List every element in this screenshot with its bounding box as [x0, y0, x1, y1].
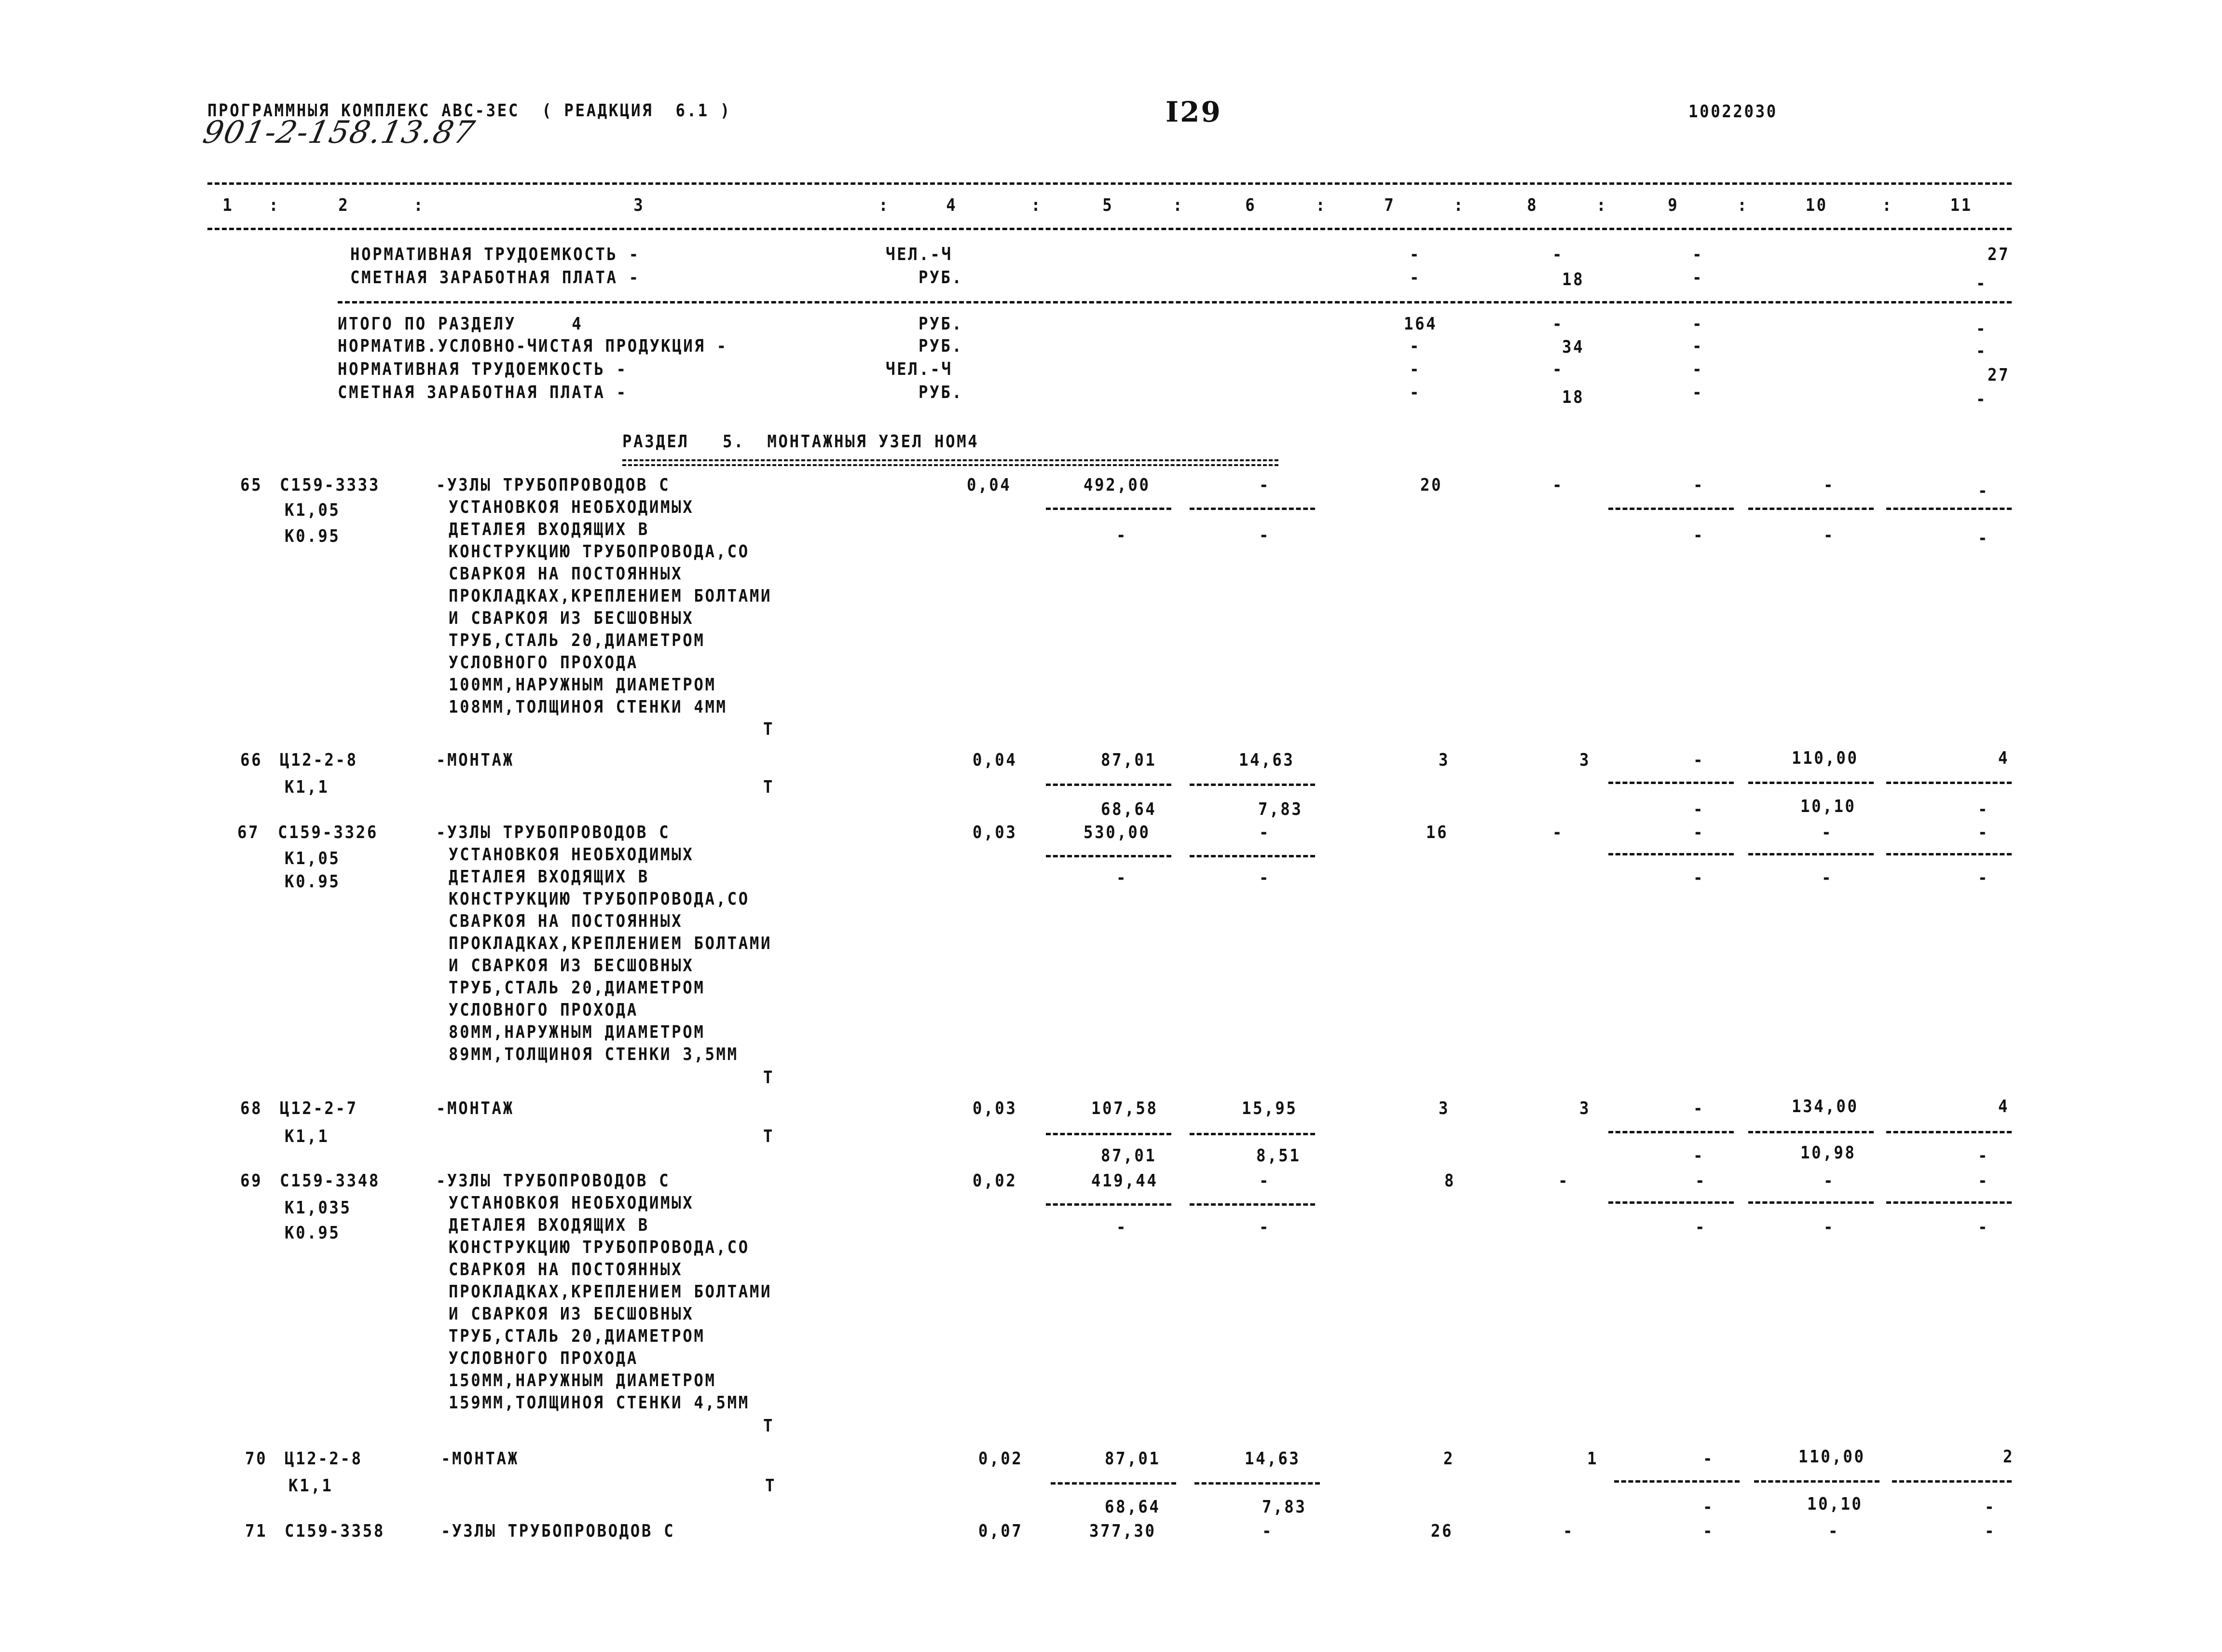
- entry-subrule: [1190, 1133, 1315, 1135]
- entry-subrule: [1614, 1480, 1740, 1483]
- entry-code: Ц12-2-7: [280, 1099, 358, 1118]
- col-head-sep: :: [413, 195, 425, 215]
- entry-number: 66: [240, 750, 263, 770]
- entry-c8: -: [1558, 1171, 1570, 1191]
- entry-subrule: [1190, 1203, 1315, 1206]
- entry-subrule: [1046, 855, 1171, 857]
- entry-coefficient: К1,05: [285, 500, 341, 520]
- section-total-c11: -: [1976, 341, 1988, 361]
- total-c11: -: [1976, 274, 1988, 293]
- entry-c5b: 87,01: [1101, 1146, 1157, 1166]
- entry-c9: -: [1693, 823, 1705, 842]
- entry-c10: 134,00: [1792, 1097, 1859, 1116]
- entry-subrule: [1608, 1131, 1734, 1133]
- section-total-c11: -: [1976, 389, 1988, 409]
- entry-subrule: [1748, 1201, 1874, 1204]
- col-head-10: 10: [1805, 195, 1828, 215]
- entry-description-line: УСТАНОВКОЯ НЕОБХОДИМЫХ: [449, 845, 694, 865]
- entry-c10b: -: [1824, 525, 1835, 545]
- total-c11: 27: [1988, 245, 2010, 264]
- entry-c6: -: [1259, 1171, 1271, 1191]
- entry-description-line: И СВАРКОЯ ИЗ БЕСШОВНЫХ: [449, 608, 694, 628]
- entry-c10b: 10,10: [1800, 797, 1856, 816]
- entry-c10b: -: [1822, 868, 1833, 888]
- entry-c6b: -: [1259, 868, 1271, 888]
- entry-code: Ц12-2-8: [285, 1449, 363, 1469]
- entry-c11: 4: [1998, 1097, 2010, 1116]
- program-header: ПРОГРАММНЫЯ КОМПЛЕКС АВС-ЗЕС ( РЕАДКЦИЯ 6.1 ): [207, 101, 732, 121]
- entry-number: 67: [237, 823, 260, 842]
- entry-c8: 3: [1579, 1099, 1591, 1118]
- entry-description-line: 100ММ,НАРУЖНЫМ ДИАМЕТРОМ: [449, 675, 716, 695]
- entry-c4: 0,02: [978, 1449, 1023, 1469]
- entry-description-line: -МОНТАЖ: [436, 750, 514, 770]
- entry-c9b: -: [1693, 1146, 1705, 1166]
- section-total-c11: 27: [1988, 365, 2010, 385]
- section-total-c7: -: [1410, 336, 1421, 356]
- entry-description-line: 108ММ,ТОЛЩИНОЯ СТЕНКИ 4ММ: [449, 697, 727, 717]
- entry-number: 68: [240, 1099, 263, 1118]
- col-head-sep: :: [878, 195, 890, 215]
- col-head-6: 6: [1245, 195, 1257, 215]
- entry-description-line: УСЛОВНОГО ПРОХОДА: [449, 1000, 638, 1020]
- entry-c5: 419,44: [1091, 1171, 1158, 1191]
- entry-c11b: -: [1978, 799, 1989, 819]
- col-head-sep: :: [1031, 195, 1042, 215]
- entry-subrule: [1046, 1203, 1171, 1206]
- entry-c9b: -: [1703, 1497, 1715, 1517]
- entry-coefficient: К1,035: [285, 1198, 352, 1218]
- col-head-8: 8: [1527, 195, 1538, 215]
- entry-description-line: СВАРКОЯ НА ПОСТОЯННЫХ: [449, 1260, 683, 1280]
- entry-unit-marker: Т: [763, 1068, 775, 1088]
- entry-coefficient: К1,1: [285, 777, 329, 797]
- entry-coefficient: К1,1: [288, 1476, 333, 1496]
- entry-c5: 492,00: [1084, 475, 1151, 495]
- col-head-3: 3: [633, 195, 645, 215]
- entry-c9b: -: [1695, 1217, 1707, 1237]
- entry-c9: -: [1703, 1521, 1715, 1541]
- section-total-label: СМЕТНАЯ ЗАРАБОТНАЯ ПЛАТА -: [338, 383, 628, 402]
- entry-description-line: ТРУБ,СТАЛЬ 20,ДИАМЕТРОМ: [449, 1326, 705, 1346]
- entry-c6b: 7,83: [1258, 799, 1303, 819]
- entry-c6b: -: [1259, 525, 1271, 545]
- total-label: НОРМАТИВНАЯ ТРУДОЕМКОСТЬ -: [350, 245, 640, 264]
- entry-code: С159-3358: [285, 1521, 385, 1541]
- entry-subrule: [1886, 853, 2012, 855]
- col-head-5: 5: [1102, 195, 1114, 215]
- entry-description-line: -УЗЛЫ ТРУБОПРОВОДОВ С: [436, 475, 671, 495]
- entry-subrule: [1608, 508, 1734, 510]
- section-total-unit: РУБ.: [919, 314, 963, 334]
- entry-subrule: [1608, 782, 1734, 784]
- entry-c11: -: [1978, 823, 1989, 842]
- section-total-c7: 164: [1404, 314, 1438, 334]
- entry-c6b: 8,51: [1256, 1146, 1301, 1166]
- total-unit: РУБ.: [919, 268, 963, 288]
- entry-description-line: СВАРКОЯ НА ПОСТОЯННЫХ: [449, 564, 683, 584]
- entry-c4: 0,04: [973, 750, 1017, 770]
- section-total-c11: -: [1976, 319, 1988, 339]
- entry-c10b: -: [1824, 1217, 1835, 1237]
- entry-c10: -: [1822, 823, 1833, 842]
- total-c8: -: [1552, 245, 1564, 264]
- entry-c10: -: [1828, 1521, 1840, 1541]
- entry-c10b: 10,10: [1807, 1494, 1863, 1514]
- entry-c11: -: [1985, 1521, 1996, 1541]
- total-label: СМЕТНАЯ ЗАРАБОТНАЯ ПЛАТА -: [350, 268, 640, 288]
- section-total-c8: -: [1552, 314, 1564, 334]
- entry-unit-marker: Т: [763, 1416, 775, 1436]
- entry-c8: 1: [1587, 1449, 1599, 1469]
- entry-subrule: [1051, 1482, 1176, 1485]
- entry-c11: 2: [2003, 1447, 2015, 1467]
- col-head-7: 7: [1384, 195, 1396, 215]
- entry-subrule: [1046, 1133, 1171, 1135]
- entry-subrule: [1608, 853, 1734, 855]
- entry-c5b: 68,64: [1105, 1497, 1161, 1517]
- entry-c11b: -: [1978, 868, 1989, 888]
- entry-number: 71: [245, 1521, 268, 1541]
- entry-subrule: [1892, 1480, 2012, 1483]
- entry-number: 65: [240, 475, 263, 495]
- total-c9: -: [1692, 268, 1704, 288]
- col-head-sep: :: [269, 195, 280, 215]
- entry-c7: 2: [1443, 1449, 1455, 1469]
- entry-c8: -: [1552, 475, 1564, 495]
- entry-description-line: УСТАНОВКОЯ НЕОБХОДИМЫХ: [449, 1193, 694, 1213]
- entry-subrule: [1748, 1131, 1874, 1133]
- total-c9: -: [1692, 245, 1704, 264]
- entry-c8: -: [1552, 823, 1564, 842]
- entry-c9: -: [1703, 1449, 1715, 1469]
- section-total-label: НОРМАТИВ.УСЛОВНО-ЧИСТАЯ ПРОДУКЦИЯ -: [338, 336, 728, 356]
- entry-code: С159-3333: [280, 475, 380, 495]
- entry-subrule: [1046, 508, 1171, 510]
- entry-coefficient: К0.95: [285, 1223, 341, 1243]
- entry-c4: 0,04: [967, 475, 1012, 495]
- entry-description-line: -УЗЛЫ ТРУБОПРОВОДОВ С: [441, 1521, 675, 1541]
- entry-description-line: ПРОКЛАДКАХ,КРЕПЛЕНИЕМ БОЛТАМИ: [449, 1282, 772, 1302]
- entry-c9: -: [1695, 1171, 1707, 1191]
- entry-c5: 377,30: [1089, 1521, 1156, 1541]
- entry-c8: 3: [1579, 750, 1591, 770]
- entry-c10: 110,00: [1792, 748, 1859, 768]
- entry-description-line: ДЕТАЛЕЯ ВХОДЯЩИХ В: [449, 1215, 649, 1235]
- entry-c11b: -: [1985, 1497, 1996, 1517]
- entry-c11b: -: [1978, 1217, 1989, 1237]
- entry-c5b: 68,64: [1101, 799, 1157, 819]
- entry-c7: 16: [1426, 823, 1449, 842]
- entry-c6: 14,63: [1245, 1449, 1301, 1469]
- col-head-sep: :: [1173, 195, 1184, 215]
- entry-c4: 0,07: [978, 1521, 1023, 1541]
- entry-c5: 87,01: [1105, 1449, 1161, 1469]
- entry-c11b: -: [1978, 1146, 1989, 1166]
- entry-coefficient: К1,1: [285, 1127, 329, 1146]
- entry-description-line: И СВАРКОЯ ИЗ БЕСШОВНЫХ: [449, 956, 694, 976]
- entry-code: Ц12-2-8: [280, 750, 358, 770]
- entry-c10b: 10,98: [1800, 1143, 1856, 1163]
- entry-c5b: -: [1116, 868, 1128, 888]
- entry-subrule: [1190, 784, 1315, 786]
- section-total-label: НОРМАТИВНАЯ ТРУДОЕМКОСТЬ -: [338, 359, 628, 379]
- entry-c9: -: [1693, 475, 1705, 495]
- entry-c11: -: [1978, 1171, 1989, 1191]
- entry-description-line: ДЕТАЛЕЯ ВХОДЯЩИХ В: [449, 520, 649, 539]
- entry-description-line: ДЕТАЛЕЯ ВХОДЯЩИХ В: [449, 867, 649, 887]
- entry-description-line: 159ММ,ТОЛЩИНОЯ СТЕНКИ 4,5ММ: [449, 1393, 750, 1413]
- entry-subrule: [1748, 853, 1874, 855]
- section-title-underline: [622, 459, 1278, 461]
- col-head-2: 2: [338, 195, 350, 215]
- entry-description-line: ТРУБ,СТАЛЬ 20,ДИАМЕТРОМ: [449, 978, 705, 998]
- entry-c11b: -: [1978, 528, 1989, 548]
- entry-c7: 3: [1439, 1099, 1450, 1118]
- total-c8: 18: [1562, 270, 1585, 289]
- entry-c9b: -: [1693, 799, 1705, 819]
- entry-subrule: [1190, 855, 1315, 857]
- entry-c6: 14,63: [1239, 750, 1295, 770]
- entry-subrule: [1886, 508, 2012, 510]
- handwritten-doc-number: 901-2-158.13.87: [200, 115, 479, 151]
- section-total-c7: -: [1410, 383, 1421, 402]
- entry-description-line: УСЛОВНОГО ПРОХОДА: [449, 653, 638, 673]
- entry-coefficient: К1,05: [285, 849, 341, 868]
- entry-subrule: [1046, 784, 1171, 786]
- section-title: РАЗДЕЛ 5. МОНТАЖНЫЯ УЗЕЛ НОМ4: [622, 432, 979, 452]
- col-head-1: 1: [222, 195, 234, 215]
- section-total-label: ИТОГО ПО РАЗДЕЛУ 4: [338, 314, 583, 334]
- section-total-unit: ЧЕЛ.-Ч: [886, 359, 953, 379]
- header-rule-bottom: [207, 228, 2012, 230]
- entry-unit-marker: Т: [763, 1127, 775, 1146]
- entry-coefficient: К0.95: [285, 526, 341, 546]
- entry-subrule: [1754, 1480, 1879, 1483]
- entry-c7: 8: [1444, 1171, 1456, 1191]
- entry-description-line: 89ММ,ТОЛЩИНОЯ СТЕНКИ 3,5ММ: [449, 1045, 739, 1064]
- entry-number: 69: [240, 1171, 263, 1191]
- entry-description-line: КОНСТРУКЦИЮ ТРУБОПРОВОДА,СО: [449, 1238, 750, 1257]
- header-rule-top: [207, 182, 2012, 185]
- entry-c9b: -: [1693, 525, 1705, 545]
- entry-c6: 15,95: [1242, 1099, 1298, 1118]
- entry-c4: 0,02: [973, 1171, 1017, 1191]
- entry-description-line: УСЛОВНОГО ПРОХОДА: [449, 1349, 638, 1368]
- entry-c6b: 7,83: [1262, 1497, 1307, 1517]
- page-number: I29: [1166, 96, 1222, 128]
- entry-c6b: -: [1259, 1217, 1271, 1237]
- section-title-underline: [622, 464, 1278, 466]
- entry-subrule: [1886, 1201, 2012, 1204]
- doc-code: 10022030: [1688, 102, 1778, 122]
- entry-subrule: [1194, 1482, 1320, 1485]
- entry-description-line: -МОНТАЖ: [441, 1449, 519, 1469]
- entry-c7: 3: [1439, 750, 1450, 770]
- entry-c10: -: [1824, 1171, 1835, 1191]
- entry-c5: 107,58: [1091, 1099, 1158, 1118]
- entry-description-line: И СВАРКОЯ ИЗ БЕСШОВНЫХ: [449, 1304, 694, 1324]
- section-total-c8: 18: [1562, 387, 1585, 407]
- section-total-c8: 34: [1562, 337, 1585, 357]
- section-total-unit: РУБ.: [919, 383, 963, 402]
- entry-c5b: -: [1116, 525, 1128, 545]
- section-total-c7: -: [1410, 359, 1421, 379]
- col-head-sep: :: [1454, 195, 1465, 215]
- entry-description-line: ПРОКЛАДКАХ,КРЕПЛЕНИЕМ БОЛТАМИ: [449, 934, 772, 953]
- entry-description-line: СВАРКОЯ НА ПОСТОЯННЫХ: [449, 911, 683, 931]
- entry-c9: -: [1693, 750, 1705, 770]
- col-head-4: 4: [946, 195, 958, 215]
- entry-subrule: [1886, 1131, 2012, 1133]
- entry-description-line: 150ММ,НАРУЖНЫМ ДИАМЕТРОМ: [449, 1371, 716, 1390]
- entry-c6: -: [1262, 1521, 1274, 1541]
- entry-c4: 0,03: [973, 823, 1017, 842]
- entry-subrule: [1748, 508, 1874, 510]
- entry-c10: -: [1824, 475, 1835, 495]
- entry-c6: -: [1259, 823, 1271, 842]
- section-total-unit: РУБ.: [919, 336, 963, 356]
- entry-description-line: КОНСТРУКЦИЮ ТРУБОПРОВОДА,СО: [449, 889, 750, 909]
- entry-c5: 530,00: [1084, 823, 1151, 842]
- entry-number: 70: [245, 1449, 268, 1469]
- entry-c7: 20: [1420, 475, 1443, 495]
- entry-c5b: -: [1116, 1217, 1128, 1237]
- section-total-c9: -: [1692, 314, 1704, 334]
- entry-c7: 26: [1431, 1521, 1454, 1541]
- entry-description-line: ПРОКЛАДКАХ,КРЕПЛЕНИЕМ БОЛТАМИ: [449, 586, 772, 606]
- entry-unit-marker: Т: [763, 719, 775, 739]
- col-head-9: 9: [1668, 195, 1679, 215]
- entry-code: С159-3326: [278, 823, 378, 842]
- entry-c5: 87,01: [1101, 750, 1157, 770]
- total-c7: -: [1410, 268, 1421, 288]
- totals-rule: [338, 301, 2012, 303]
- col-head-sep: :: [1737, 195, 1749, 215]
- entry-unit-marker: Т: [765, 1476, 777, 1496]
- col-head-11: 11: [1950, 195, 1973, 215]
- entry-description-line: 80ММ,НАРУЖНЫМ ДИАМЕТРОМ: [449, 1022, 705, 1042]
- entry-c9b: -: [1693, 868, 1705, 888]
- entry-unit-marker: Т: [763, 777, 775, 797]
- entry-c6: -: [1259, 475, 1271, 495]
- entry-c11: 4: [1998, 748, 2010, 768]
- section-total-c9: -: [1692, 359, 1704, 379]
- entry-coefficient: К0.95: [285, 872, 341, 892]
- entry-subrule: [1608, 1201, 1734, 1204]
- entry-c11: -: [1978, 481, 1989, 501]
- entry-description-line: ТРУБ,СТАЛЬ 20,ДИАМЕТРОМ: [449, 631, 705, 650]
- col-head-sep: :: [1882, 195, 1893, 215]
- col-head-sep: :: [1316, 195, 1327, 215]
- section-total-c9: -: [1692, 383, 1704, 402]
- section-total-c8: -: [1552, 359, 1564, 379]
- entry-description-line: УСТАНОВКОЯ НЕОБХОДИМЫХ: [449, 497, 694, 517]
- entry-subrule: [1748, 782, 1874, 784]
- total-unit: ЧЕЛ.-Ч: [886, 245, 953, 264]
- entry-c8: -: [1563, 1521, 1575, 1541]
- entry-description-line: -УЗЛЫ ТРУБОПРОВОДОВ С: [436, 823, 671, 842]
- entry-description-line: -МОНТАЖ: [436, 1099, 514, 1118]
- entry-subrule: [1886, 782, 2012, 784]
- col-head-sep: :: [1596, 195, 1608, 215]
- entry-subrule: [1190, 508, 1315, 510]
- section-total-c9: -: [1692, 336, 1704, 356]
- entry-description-line: КОНСТРУКЦИЮ ТРУБОПРОВОДА,СО: [449, 542, 750, 562]
- entry-c10: 110,00: [1798, 1447, 1865, 1467]
- total-c7: -: [1410, 245, 1421, 264]
- entry-c4: 0,03: [973, 1099, 1017, 1118]
- entry-description-line: -УЗЛЫ ТРУБОПРОВОДОВ С: [436, 1171, 671, 1191]
- entry-c9: -: [1693, 1099, 1705, 1118]
- entry-code: С159-3348: [280, 1171, 380, 1191]
